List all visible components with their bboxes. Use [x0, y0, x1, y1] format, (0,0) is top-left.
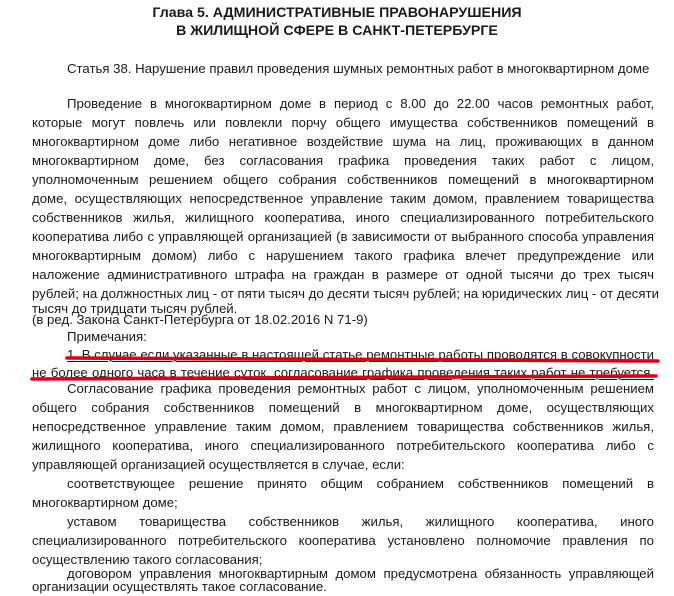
body-line: рублей; на должностных лиц - от пяти тысяч до десяти тысяч рублей; на юридических лиц - от десяти: [32, 286, 659, 301]
case-2-line: осуществлению такого согласования;: [32, 552, 263, 567]
note-2-line: Согласование графика проведения ремонтных работ с лицом, уполномоченным решением: [67, 381, 654, 396]
notes-label: Примечания:: [67, 329, 147, 344]
case-3-line: договором управления многоквартирным домом предусмотрена обязанность управляющей: [67, 566, 654, 581]
red-highlight-underline: [0, 345, 674, 385]
amendment-note: (в ред. Закона Санкт-Петербурга от 18.02.2016 N 71-9): [32, 312, 368, 327]
red-underline-lower: [32, 376, 656, 379]
body-line: многоквартирном доме либо негативное воздействие шума на лиц, проживающих в данном: [32, 134, 654, 149]
body-line: кооператива либо с управляющей организацией (в зависимости от выбранного способа управления: [32, 229, 654, 244]
case-3-line: организации осуществлять такое согласование.: [32, 579, 327, 594]
note-2-line: жилищного кооператива, иного специализированного потребительского кооператива либо с: [32, 438, 654, 453]
chapter-title-line-1: Глава 5. АДМИНИСТРАТИВНЫЕ ПРАВОНАРУШЕНИЯ: [152, 5, 522, 21]
article-title: Статья 38. Нарушение правил проведения шумных ремонтных работ в многоквартирном доме: [67, 61, 650, 76]
red-underline-upper: [67, 358, 658, 361]
note-2-line: общего собрания собственников помещений в многоквартирном доме, осуществляющих: [32, 400, 654, 415]
body-line: тысяч до тридцати тысяч рублей.: [32, 301, 238, 316]
body-line: уполномоченным решением общего собрания собственников помещений в многоквартирном: [32, 172, 654, 187]
body-line: Проведение в многоквартирном доме в период с 8.00 до 22.00 часов ремонтных работ,: [67, 96, 654, 111]
case-1-line: соответствующее решение принято общим собранием собственников помещений в: [67, 476, 654, 491]
case-2-line: уставом товарищества собственников жилья, жилищного кооператива, иного: [67, 514, 654, 529]
body-line: доме, осуществляющих непосредственное управление таким домом, правлением товарищества: [32, 191, 654, 206]
note-2-line: управляющей организацией осуществляется в случае, если:: [32, 457, 405, 472]
body-line: наложение административного штрафа на граждан в размере от одной тысячи до трех тысяч: [32, 267, 654, 282]
body-line: многоквартирным домом) либо с нарушением такого графика влечет предупреждение или: [32, 248, 654, 263]
body-line: многоквартирном доме, без согласования графика проведения таких работ с лицом,: [32, 153, 654, 168]
case-2-line: специализированного потребительского кооператива установлено полномочие правления по: [32, 533, 654, 548]
note-1-line-2: не более одного часа в течение суток, согласование графика проведения таких работ не требуется.: [32, 365, 654, 380]
body-line: которые могут повлечь или повлекли порчу общего имущества собственников помещений в: [32, 115, 654, 130]
chapter-title-line-2: В ЖИЛИЩНОЙ СФЕРЕ В САНКТ-ПЕТЕРБУРГЕ: [176, 23, 498, 39]
case-1-line: многоквартирном доме;: [32, 495, 178, 510]
body-line: собственников жилья, жилищного кооператива, иного специализированного потребительского: [32, 210, 654, 225]
note-2-line: непосредственное управление таким домом, правлением товарищества собственников жилья,: [32, 419, 654, 434]
note-1-line-1: 1. В случае если указанные в настоящей статье ремонтные работы проводятся в совокупности: [67, 347, 654, 362]
